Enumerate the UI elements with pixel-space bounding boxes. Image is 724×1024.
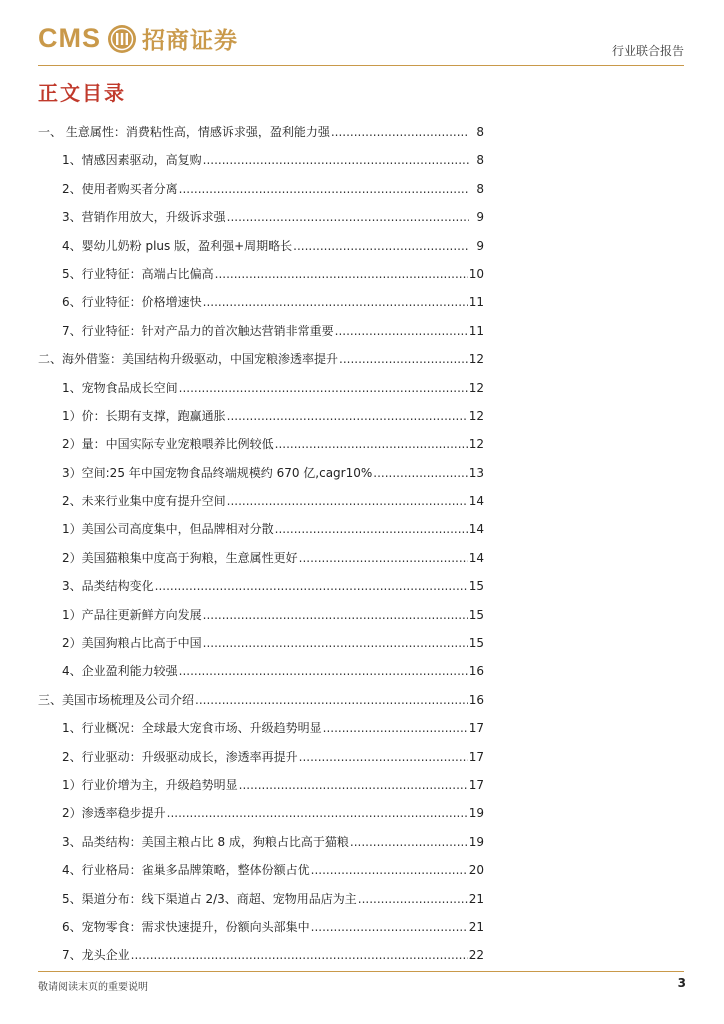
toc-entry[interactable] xyxy=(38,856,484,884)
toc-entry[interactable] xyxy=(38,657,484,685)
toc-entry-page: 21 xyxy=(468,891,484,906)
toc-entry[interactable] xyxy=(38,345,484,373)
toc-entry-label: 1）价：长期有支撑，跑赢通胀 xyxy=(62,408,226,423)
toc-dot-leader xyxy=(203,288,468,316)
toc-entry[interactable] xyxy=(38,487,484,515)
toc-entry-page: 16 xyxy=(468,664,484,679)
toc-dot-leader xyxy=(131,941,468,969)
toc-entry-label: 2）美国狗粮占比高于中国 xyxy=(62,636,202,651)
disclaimer-note: 敬请阅读末页的重要说明 xyxy=(38,982,148,993)
toc-entry-page: 11 xyxy=(468,323,484,338)
toc-dot-leader xyxy=(331,118,469,146)
page-header xyxy=(0,0,724,68)
logo-cms-text: CMS xyxy=(38,23,101,53)
toc-title: 正文目录 xyxy=(38,81,126,105)
toc-entry[interactable] xyxy=(38,459,484,487)
table-of-contents xyxy=(38,118,484,970)
toc-entry-label: 3、品类结构：美国主粮占比 8 成，狗粮占比高于猫粮 xyxy=(62,834,349,849)
toc-entry-label: 7、龙头企业 xyxy=(62,948,130,963)
toc-entry-page: 17 xyxy=(468,721,484,736)
toc-entry[interactable] xyxy=(38,885,484,913)
toc-entry-label: 3、品类结构变化 xyxy=(62,579,154,594)
toc-dot-leader xyxy=(299,544,468,572)
toc-entry-label: 5、渠道分布：线下渠道占 2/3、商超、宠物用品店为主 xyxy=(62,891,357,906)
toc-entry-label: 2、使用者购买者分离 xyxy=(62,181,178,196)
toc-entry[interactable] xyxy=(38,317,484,345)
toc-entry-page: 17 xyxy=(468,749,484,764)
toc-entry-page: 12 xyxy=(468,352,484,367)
toc-entry[interactable] xyxy=(38,260,484,288)
toc-entry[interactable] xyxy=(38,941,484,969)
toc-entry[interactable] xyxy=(38,799,484,827)
toc-entry-page: 9 xyxy=(476,210,484,225)
toc-entry-page: 15 xyxy=(468,636,484,651)
toc-entry[interactable] xyxy=(38,374,484,402)
toc-dot-leader xyxy=(335,317,468,345)
toc-entry-label: 4、婴幼儿奶粉 plus 版，盈利强+周期略长 xyxy=(62,238,293,253)
toc-dot-leader xyxy=(155,572,468,600)
toc-entry-label: 6、宠物零食：需求快速提升，份额向头部集中 xyxy=(62,919,310,934)
toc-dot-leader xyxy=(227,402,468,430)
toc-entry-page: 8 xyxy=(476,153,484,168)
toc-entry[interactable] xyxy=(38,118,484,146)
toc-entry[interactable] xyxy=(38,175,484,203)
toc-entry-label: 三、美国市场梳理及公司介绍 xyxy=(38,692,195,707)
toc-dot-leader xyxy=(373,459,467,487)
toc-entry-label: 4、行业格局：雀巢多品牌策略，整体份额占优 xyxy=(62,863,310,878)
toc-dot-leader xyxy=(179,657,468,685)
report-type: 行业联合报告 xyxy=(611,44,684,58)
footer-divider xyxy=(38,971,684,972)
toc-entry-page: 12 xyxy=(468,408,484,423)
logo-emblem-icon xyxy=(107,24,137,54)
toc-dot-leader xyxy=(311,913,468,941)
toc-entry-label: 1）产品往更新鲜方向发展 xyxy=(62,607,202,622)
toc-dot-leader xyxy=(227,487,468,515)
toc-entry-label: 6、行业特征：价格增速快 xyxy=(62,295,202,310)
toc-dot-leader xyxy=(350,828,468,856)
toc-entry-label: 4、企业盈利能力较强 xyxy=(62,664,178,679)
toc-entry-label: 2）量：中国实际专业宠粮喂养比例较低 xyxy=(62,437,274,452)
toc-entry-label: 2）美国猫粮集中度高于狗粮，生意属性更好 xyxy=(62,550,298,565)
toc-entry[interactable] xyxy=(38,601,484,629)
toc-entry-label: 1、宠物食品成长空间 xyxy=(62,380,178,395)
toc-entry-label: 3）空间:25 年中国宠物食品终端规模约 670 亿,cagr10% xyxy=(62,465,373,480)
toc-dot-leader xyxy=(203,629,468,657)
toc-entry[interactable] xyxy=(38,572,484,600)
toc-entry-label: 二、海外借鉴：美国结构升级驱动，中国宠粮渗透率提升 xyxy=(38,352,339,367)
toc-entry-page: 16 xyxy=(468,692,484,707)
toc-entry-page: 22 xyxy=(468,948,484,963)
toc-entry-page: 8 xyxy=(476,181,484,196)
toc-entry-page: 17 xyxy=(468,777,484,792)
toc-entry[interactable] xyxy=(38,686,484,714)
toc-dot-leader xyxy=(339,345,468,373)
toc-entry[interactable] xyxy=(38,743,484,771)
toc-entry-page: 9 xyxy=(476,238,484,253)
toc-dot-leader xyxy=(239,771,468,799)
toc-entry[interactable] xyxy=(38,203,484,231)
toc-entry-label: 3、营销作用放大，升级诉求强 xyxy=(62,210,226,225)
toc-dot-leader xyxy=(179,374,468,402)
toc-entry-page: 15 xyxy=(468,607,484,622)
toc-entry-page: 19 xyxy=(468,834,484,849)
toc-dot-leader xyxy=(203,601,468,629)
toc-entry[interactable] xyxy=(38,714,484,742)
toc-entry-label: 1、行业概况：全球最大宠食市场、升级趋势明显 xyxy=(62,721,322,736)
toc-entry[interactable] xyxy=(38,232,484,260)
header-divider xyxy=(38,65,684,66)
toc-entry-label: 2）渗透率稳步提升 xyxy=(62,806,166,821)
toc-entry[interactable] xyxy=(38,146,484,174)
toc-entry-page: 20 xyxy=(468,863,484,878)
toc-entry-label: 1、情感因素驱动，高复购 xyxy=(62,153,202,168)
toc-entry-page: 12 xyxy=(468,437,484,452)
toc-dot-leader xyxy=(195,686,468,714)
toc-dot-leader xyxy=(299,743,468,771)
toc-dot-leader xyxy=(275,430,468,458)
toc-dot-leader xyxy=(203,146,469,174)
company-logo xyxy=(38,22,238,55)
toc-dot-leader xyxy=(275,515,468,543)
toc-entry-page: 19 xyxy=(468,806,484,821)
toc-dot-leader xyxy=(323,714,468,742)
toc-entry-page: 14 xyxy=(468,522,484,537)
toc-dot-leader xyxy=(293,232,469,260)
toc-entry-page: 15 xyxy=(468,579,484,594)
toc-entry-page: 14 xyxy=(468,550,484,565)
toc-entry[interactable] xyxy=(38,913,484,941)
toc-entry[interactable] xyxy=(38,771,484,799)
logo-cn-text: 招商证券 xyxy=(142,27,238,54)
toc-dot-leader xyxy=(167,799,468,827)
toc-entry[interactable] xyxy=(38,515,484,543)
toc-entry[interactable] xyxy=(38,288,484,316)
toc-entry-page: 12 xyxy=(468,380,484,395)
toc-entry-label: 2、行业驱动：升级驱动成长，渗透率再提升 xyxy=(62,749,298,764)
toc-entry-page: 8 xyxy=(476,125,484,139)
toc-entry-label: 1）行业价增为主，升级趋势明显 xyxy=(62,777,238,792)
toc-entry-page: 13 xyxy=(468,465,484,480)
toc-entry[interactable] xyxy=(38,402,484,430)
toc-entry-page: 21 xyxy=(468,919,484,934)
toc-dot-leader xyxy=(358,885,468,913)
toc-dot-leader xyxy=(311,856,468,884)
toc-dot-leader xyxy=(227,203,469,231)
toc-entry-label: 一、 生意属性：消费粘性高，情感诉求强，盈利能力强 xyxy=(38,125,330,139)
toc-entry-page: 11 xyxy=(468,295,484,310)
toc-entry[interactable] xyxy=(38,430,484,458)
toc-entry-label: 7、行业特征：针对产品力的首次触达营销非常重要 xyxy=(62,323,334,338)
toc-entry-label: 1）美国公司高度集中，但品牌相对分散 xyxy=(62,522,274,537)
toc-entry-label: 2、未来行业集中度有提升空间 xyxy=(62,494,226,509)
toc-entry-page: 10 xyxy=(468,266,484,281)
toc-entry[interactable] xyxy=(38,544,484,572)
page-number: 3 xyxy=(677,976,686,990)
toc-entry-label: 5、行业特征：高端占比偏高 xyxy=(62,266,214,281)
toc-entry[interactable] xyxy=(38,629,484,657)
toc-dot-leader xyxy=(215,260,468,288)
toc-dot-leader xyxy=(179,175,469,203)
toc-entry[interactable] xyxy=(38,828,484,856)
toc-entry-page: 14 xyxy=(468,494,484,509)
